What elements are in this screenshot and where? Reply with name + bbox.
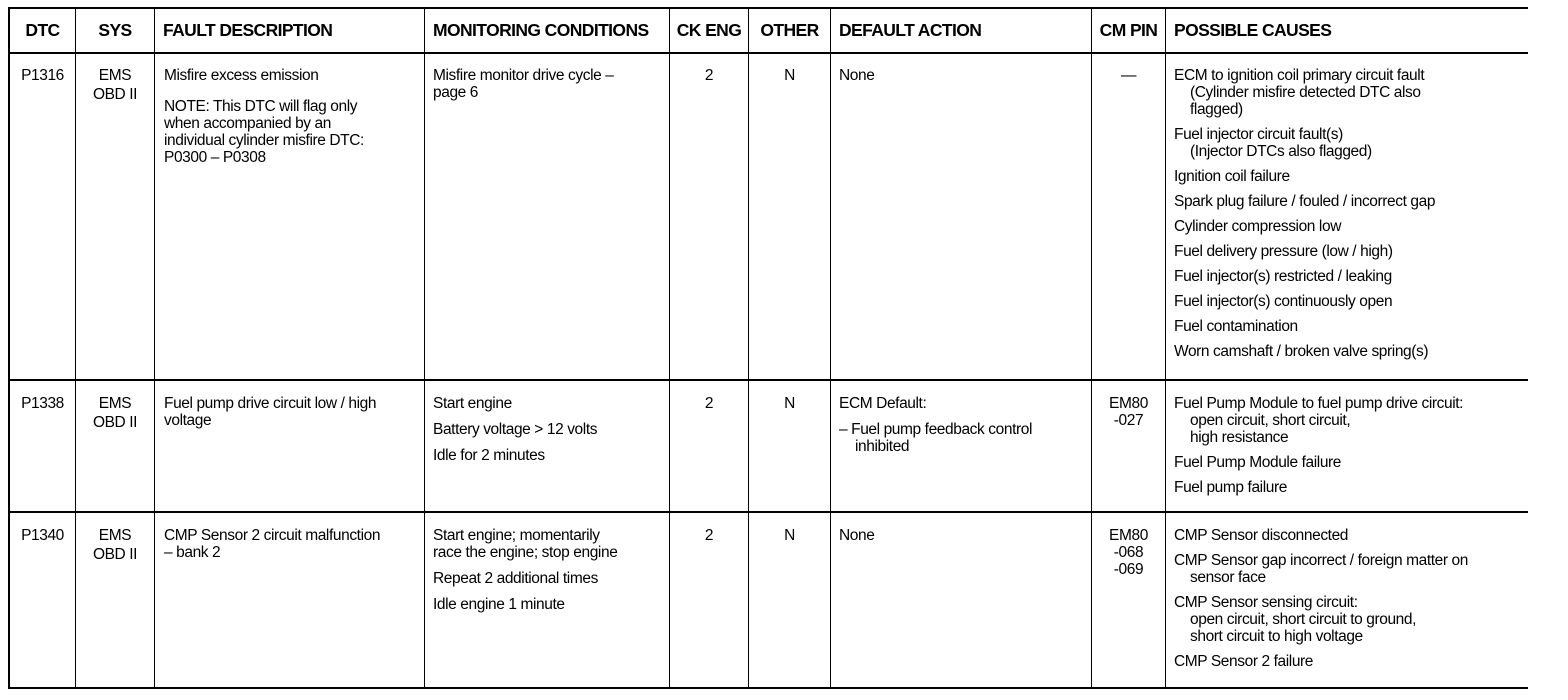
- row3-cause-3: [1174, 594, 1526, 645]
- row2-default-action: [839, 395, 1089, 455]
- row2-monitoring: [433, 395, 667, 464]
- row2-default-action-line3: inhibited: [855, 438, 910, 455]
- row3-cause-3-line2: open circuit, short circuit to ground,: [1190, 611, 1417, 628]
- col-line-2: [154, 7, 155, 689]
- row3-cause-4: CMP Sensor 2 failure: [1174, 653, 1314, 670]
- row3-cause-1: CMP Sensor disconnected: [1174, 527, 1349, 544]
- row1-cause-1-line1: ECM to ignition coil primary circuit fault: [1174, 67, 1425, 84]
- row2-dtc: P1338: [21, 395, 64, 412]
- row2-cause-1-line1: Fuel Pump Module to fuel pump drive circuit:: [1174, 395, 1464, 412]
- row-divider-1: [8, 379, 1528, 381]
- row1-cause-6: Fuel delivery pressure (low / high): [1174, 243, 1393, 260]
- header-possible-causes: POSSIBLE CAUSES: [1174, 19, 1332, 40]
- row3-monitoring-line1: Start engine; momentarily: [433, 527, 600, 544]
- col-line-3: [424, 7, 425, 689]
- row2-cm-pin-line2: -027: [1113, 412, 1144, 429]
- row1-cm-pin: —: [1120, 67, 1137, 84]
- row2-ck-eng: 2: [704, 395, 714, 412]
- row3-cause-3-line3: short circuit to high voltage: [1190, 628, 1363, 645]
- row1-ck-eng: 2: [704, 67, 714, 84]
- col-line-1: [75, 7, 76, 689]
- dtc-table: [8, 7, 1528, 689]
- row1-fault: [164, 67, 422, 166]
- header-cm-pin: CM PIN: [1099, 19, 1158, 40]
- row2-cause-1: [1174, 395, 1526, 446]
- row1-fault-note-line4: P0300 – P0308: [164, 149, 266, 166]
- row3-monitoring: [433, 527, 667, 613]
- row1-sys-line1: EMS: [98, 67, 132, 84]
- row2-fault: [164, 395, 422, 429]
- row1-cause-7: Fuel injector(s) restricted / leaking: [1174, 268, 1392, 285]
- row2-cause-3: Fuel pump failure: [1174, 479, 1287, 496]
- row3-dtc: P1340: [21, 527, 64, 544]
- row1-cause-8: Fuel injector(s) continuously open: [1174, 293, 1393, 310]
- row3-sys-line1: EMS: [98, 527, 132, 544]
- row3-cause-3-line1: CMP Sensor sensing circuit:: [1174, 594, 1358, 611]
- row2-other: N: [784, 395, 795, 412]
- row3-monitoring-line2: race the engine; stop engine: [433, 544, 618, 561]
- header-other: OTHER: [760, 19, 819, 40]
- row3-cause-2-line2: sensor face: [1190, 569, 1266, 586]
- row1-default-action: None: [839, 67, 875, 84]
- row3-monitoring-line3: Repeat 2 additional times: [433, 570, 598, 587]
- row2-cm-pin-line1: EM80: [1109, 395, 1148, 412]
- row3-monitoring-line4: Idle engine 1 minute: [433, 596, 565, 613]
- row2-sys: [76, 395, 154, 431]
- row3-default-action: None: [839, 527, 875, 544]
- row3-fault: [164, 527, 422, 561]
- col-line-8: [1165, 7, 1166, 689]
- row2-fault-line1: Fuel pump drive circuit low / high: [164, 395, 377, 412]
- row2-default-action-line2: – Fuel pump feedback control: [839, 421, 1033, 438]
- header-ck-eng: CK ENG: [676, 19, 742, 40]
- row1-other: N: [784, 67, 795, 84]
- header-sys: SYS: [98, 19, 132, 40]
- header-default-action: DEFAULT ACTION: [839, 19, 982, 40]
- row3-sys: [76, 527, 154, 563]
- row3-sys-line2: OBD II: [92, 546, 138, 563]
- row2-possible-causes: [1174, 395, 1526, 504]
- row1-cause-2-line1: Fuel injector circuit fault(s): [1174, 126, 1343, 143]
- row1-monitoring-line2: page 6: [433, 84, 479, 101]
- row1-cause-4: Spark plug failure / fouled / incorrect gap: [1174, 193, 1436, 210]
- header-monitoring-conditions: MONITORING CONDITIONS: [433, 19, 649, 40]
- row2-fault-line2: voltage: [164, 412, 212, 429]
- row1-fault-note-line1: NOTE: This DTC will flag only: [164, 98, 358, 115]
- row2-sys-line1: EMS: [98, 395, 132, 412]
- row1-fault-title: Misfire excess emission: [164, 67, 319, 84]
- row3-fault-line1: CMP Sensor 2 circuit malfunction: [164, 527, 381, 544]
- col-line-7: [1091, 7, 1092, 689]
- row3-cm-pin: [1092, 527, 1165, 578]
- row3-possible-causes: [1174, 527, 1526, 678]
- col-line-0: [8, 7, 10, 689]
- row1-fault-note: [164, 98, 422, 166]
- row-divider-2: [8, 511, 1528, 513]
- row1-dtc: P1316: [21, 67, 64, 84]
- row3-fault-line2: – bank 2: [164, 544, 221, 561]
- table-border-bottom: [8, 687, 1528, 689]
- row2-default-action-line1: ECM Default:: [839, 395, 927, 412]
- row1-possible-causes: [1174, 67, 1526, 368]
- row1-cause-9: Fuel contamination: [1174, 318, 1298, 335]
- row1-sys-line2: OBD II: [92, 86, 138, 103]
- row3-other: N: [784, 527, 795, 544]
- row3-cm-pin-line2: -068: [1113, 544, 1144, 561]
- row1-monitoring-line1: Misfire monitor drive cycle –: [433, 67, 614, 84]
- row1-sys: [76, 67, 154, 103]
- row1-fault-note-line2: when accompanied by an: [164, 115, 331, 132]
- col-line-4: [669, 7, 670, 689]
- row2-monitoring-line3: Idle for 2 minutes: [433, 447, 545, 464]
- header-dtc: DTC: [25, 19, 60, 40]
- header-fault-description: FAULT DESCRIPTION: [163, 19, 333, 40]
- row2-cm-pin: [1092, 395, 1165, 429]
- row2-sys-line2: OBD II: [92, 414, 138, 431]
- row2-cause-2: Fuel Pump Module failure: [1174, 454, 1342, 471]
- row1-cause-5: Cylinder compression low: [1174, 218, 1341, 235]
- row1-cause-2-line2: (Injector DTCs also flagged): [1190, 143, 1372, 160]
- row3-cause-2-line1: CMP Sensor gap incorrect / foreign matter on: [1174, 552, 1468, 569]
- row1-cause-1-line3: flagged): [1190, 101, 1243, 118]
- row2-monitoring-line1: Start engine: [433, 395, 512, 412]
- row3-ck-eng: 2: [704, 527, 714, 544]
- col-line-6: [830, 7, 831, 689]
- row3-monitoring-group1: [433, 527, 667, 561]
- row2-monitoring-line2: Battery voltage > 12 volts: [433, 421, 598, 438]
- row1-fault-note-line3: individual cylinder misfire DTC:: [164, 132, 364, 149]
- col-line-5: [748, 7, 749, 689]
- row1-cause-2: [1174, 126, 1526, 160]
- row3-cm-pin-line3: -069: [1113, 561, 1144, 578]
- row2-cause-1-line3: high resistance: [1190, 429, 1289, 446]
- row2-cause-1-line2: open circuit, short circuit,: [1190, 412, 1351, 429]
- row1-monitoring: [433, 67, 667, 101]
- row1-cause-10: Worn camshaft / broken valve spring(s): [1174, 343, 1429, 360]
- row1-cause-1-line2: (Cylinder misfire detected DTC also: [1190, 84, 1421, 101]
- row1-cause-3: Ignition coil failure: [1174, 168, 1290, 185]
- row3-cause-2: [1174, 552, 1526, 586]
- row3-cm-pin-line1: EM80: [1109, 527, 1148, 544]
- row1-cause-1: [1174, 67, 1526, 118]
